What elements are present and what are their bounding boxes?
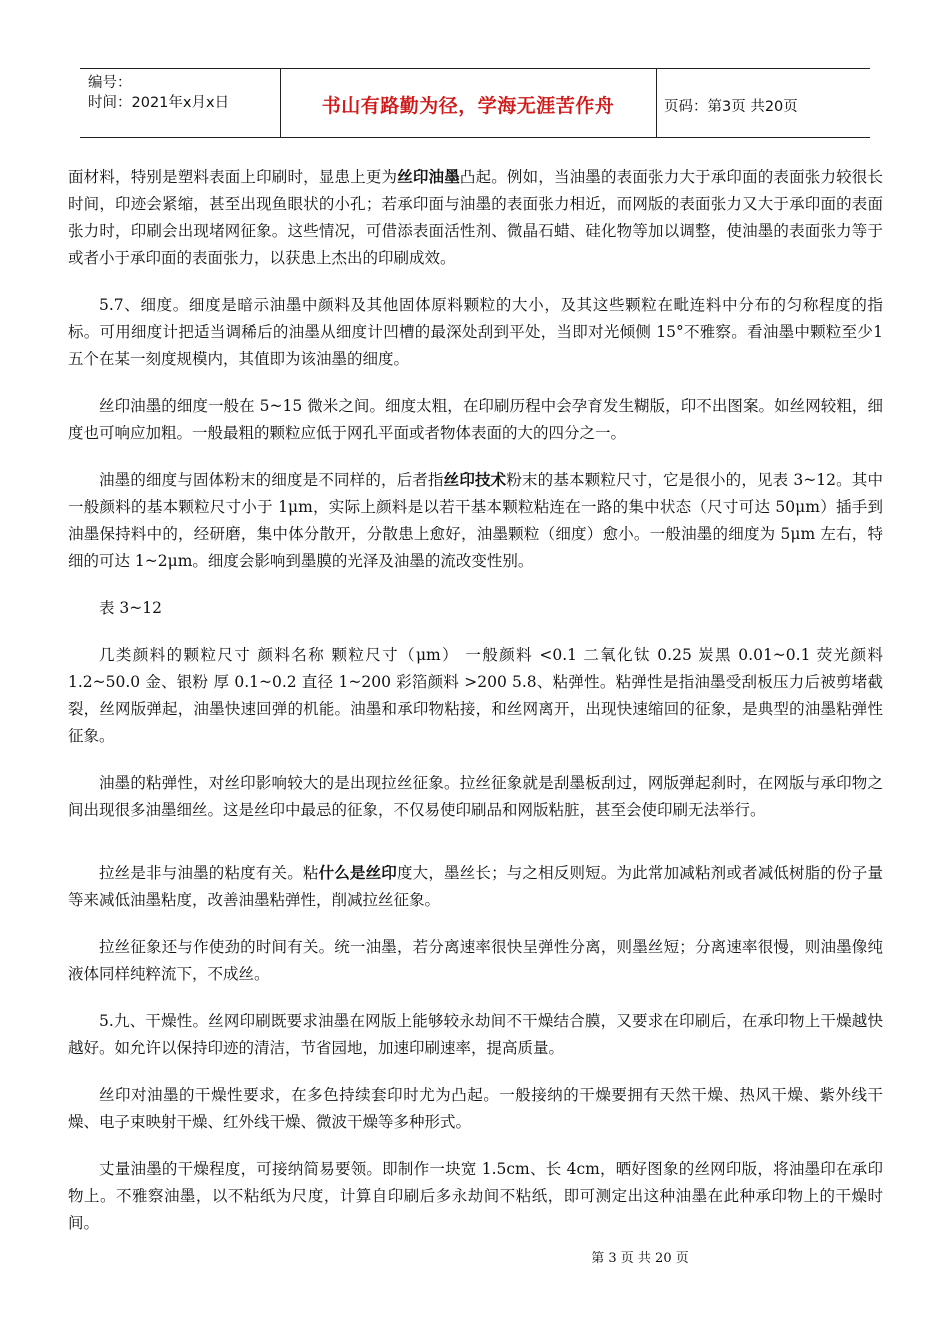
footer-page-number: 第 3 页 共 20 页 [591, 1251, 689, 1266]
header-meta [88, 73, 278, 113]
time-label: 时间：2021年x月x日 [88, 95, 230, 111]
paragraph: 油墨的细度与固体粉末的细度是不同样的，后者指丝印技术粉末的基本颗粒尺寸，它是很小的，见表 3~12。其中一般颜料的基本颗粒尺寸小于 1μm，实际上颜料是以若干基本颗粒粘连在一路的集中状态（尺寸可达 50μm）插手到油墨保持料中的，经研磨，集中体分散开，分散患上愈好，油墨颗粒（细度）愈小。一般油墨的细度为 5μm 左右，特细的可达 1~2μm。细度会影响到墨膜的光泽及油墨的流改变性别。 [68, 471, 883, 570]
header-motto: 书山有路勤为径，学海无涯苦作舟 [321, 95, 615, 117]
header-divider [656, 69, 657, 137]
table-caption: 表 3~12 [99, 599, 162, 617]
paragraph: 丝印对油墨的干燥性要求，在多色持续套印时尤为凸起。一般接纳的干燥要拥有天然干燥、热风干燥、紫外线干燥、电子束映射干燥、红外线干燥、微波干燥等多种形式。 [68, 1086, 883, 1131]
document-body [68, 164, 883, 1257]
page-footer [0, 1247, 950, 1266]
paragraph: 拉丝征象还与作使劲的时间有关。统一油墨，若分离速率很快呈弹性分离，则墨丝短；分离速率很慢，则油墨像纯液体同样纯粹流下，不成丝。 [68, 938, 883, 983]
paragraph: 油墨的粘弹性，对丝印影响较大的是出现拉丝征象。拉丝征象就是刮墨板刮过，网版弹起刹时，在网版与承印物之间出现很多油墨细丝。这是丝印中最忌的征象，不仅易使印刷品和网版粘脏，甚至会使印刷无法举行。 [68, 774, 883, 819]
number-label: 编号： [88, 75, 132, 91]
paragraph: 5.7、细度。细度是暗示油墨中颜料及其他固体原料颗粒的大小，及其这些颗粒在毗连料中分布的匀称程度的指标。可用细度计把适当调稀后的油墨从细度计凹槽的最深处刮到平处，当即对光倾侧 15°不雅察。看油墨中颗粒至少1五个在某一刻度规模内，其值即为该油墨的细度。 [68, 296, 883, 368]
paragraph: 5.九、干燥性。丝网印刷既要求油墨在网版上能够较永劫间不干燥结合膜，又要求在印刷后，在承印物上干燥越快越好。如允许以保持印迹的清洁，节省园地，加速印刷速率，提高质量。 [68, 1012, 883, 1057]
bold-link-text: 丝印油墨 [397, 168, 460, 186]
bold-link-text: 丝印技术 [443, 471, 507, 489]
bold-link-text: 什么是丝印 [318, 864, 397, 882]
header-page-info: 页码：第3页 共20页 [664, 99, 798, 115]
paragraph: 丈量油墨的干燥程度，可接纳简易要领。即制作一块宽 1.5cm、长 4cm，晒好图象的丝网印版，将油墨印在承印物上。不雅察油墨，以不粘纸为尺度，计算自印刷后多永劫间不粘纸，即可测定出这种油墨在此种承印物上的干燥时间。 [68, 1160, 883, 1232]
paragraph: 丝印油墨的细度一般在 5~15 微米之间。细度太粗，在印刷历程中会孕育发生糊版，印不出图案。如丝网较粗，细度也可响应加粗。一般最粗的颗粒应低于网孔平面或者物体表面的大的四分之一。 [68, 397, 883, 442]
page-header [80, 68, 870, 138]
paragraph: 几类颜料的颗粒尺寸 颜料名称 颗粒尺寸（μm） 一般颜料 <0.1 二氧化钛 0.25 炭黑 0.01~0.1 荧光颜料 1.2~50.0 金、银粉 厚 0.1~0.2 直径 1~200 彩箔颜料 >200 5.8、粘弹性。粘弹性是指油墨受刮板压力后被剪堵截裂，丝网版弹起，油墨快速回弹的机能。油墨和承印物粘接，和丝网离开，出现快速缩回的征象，是典型的油墨粘弹性征象。 [68, 646, 883, 745]
paragraph: 面材料，特别是塑料表面上印刷时，显患上更为丝印油墨凸起。例如，当油墨的表面张力大于承印面的表面张力较很长时间，印迹会紧缩，甚至出现鱼眼状的小孔；若承印面与油墨的表面张力相近，而网版的表面张力又大于承印面的表面张力时，印刷会出现堵网征象。这些情况，可借添表面活性剂、微晶石蜡、硅化物等加以调整，使油墨的表面张力等于或者小于承印面的表面张力，以获患上杰出的印刷成效。 [68, 168, 883, 267]
paragraph: 拉丝是非与油墨的粘度有关。粘什么是丝印度大，墨丝长；与之相反则短。为此常加减粘剂或者减低树脂的份子量等来减低油墨粘度，改善油墨粘弹性，削减拉丝征象。 [68, 864, 883, 909]
